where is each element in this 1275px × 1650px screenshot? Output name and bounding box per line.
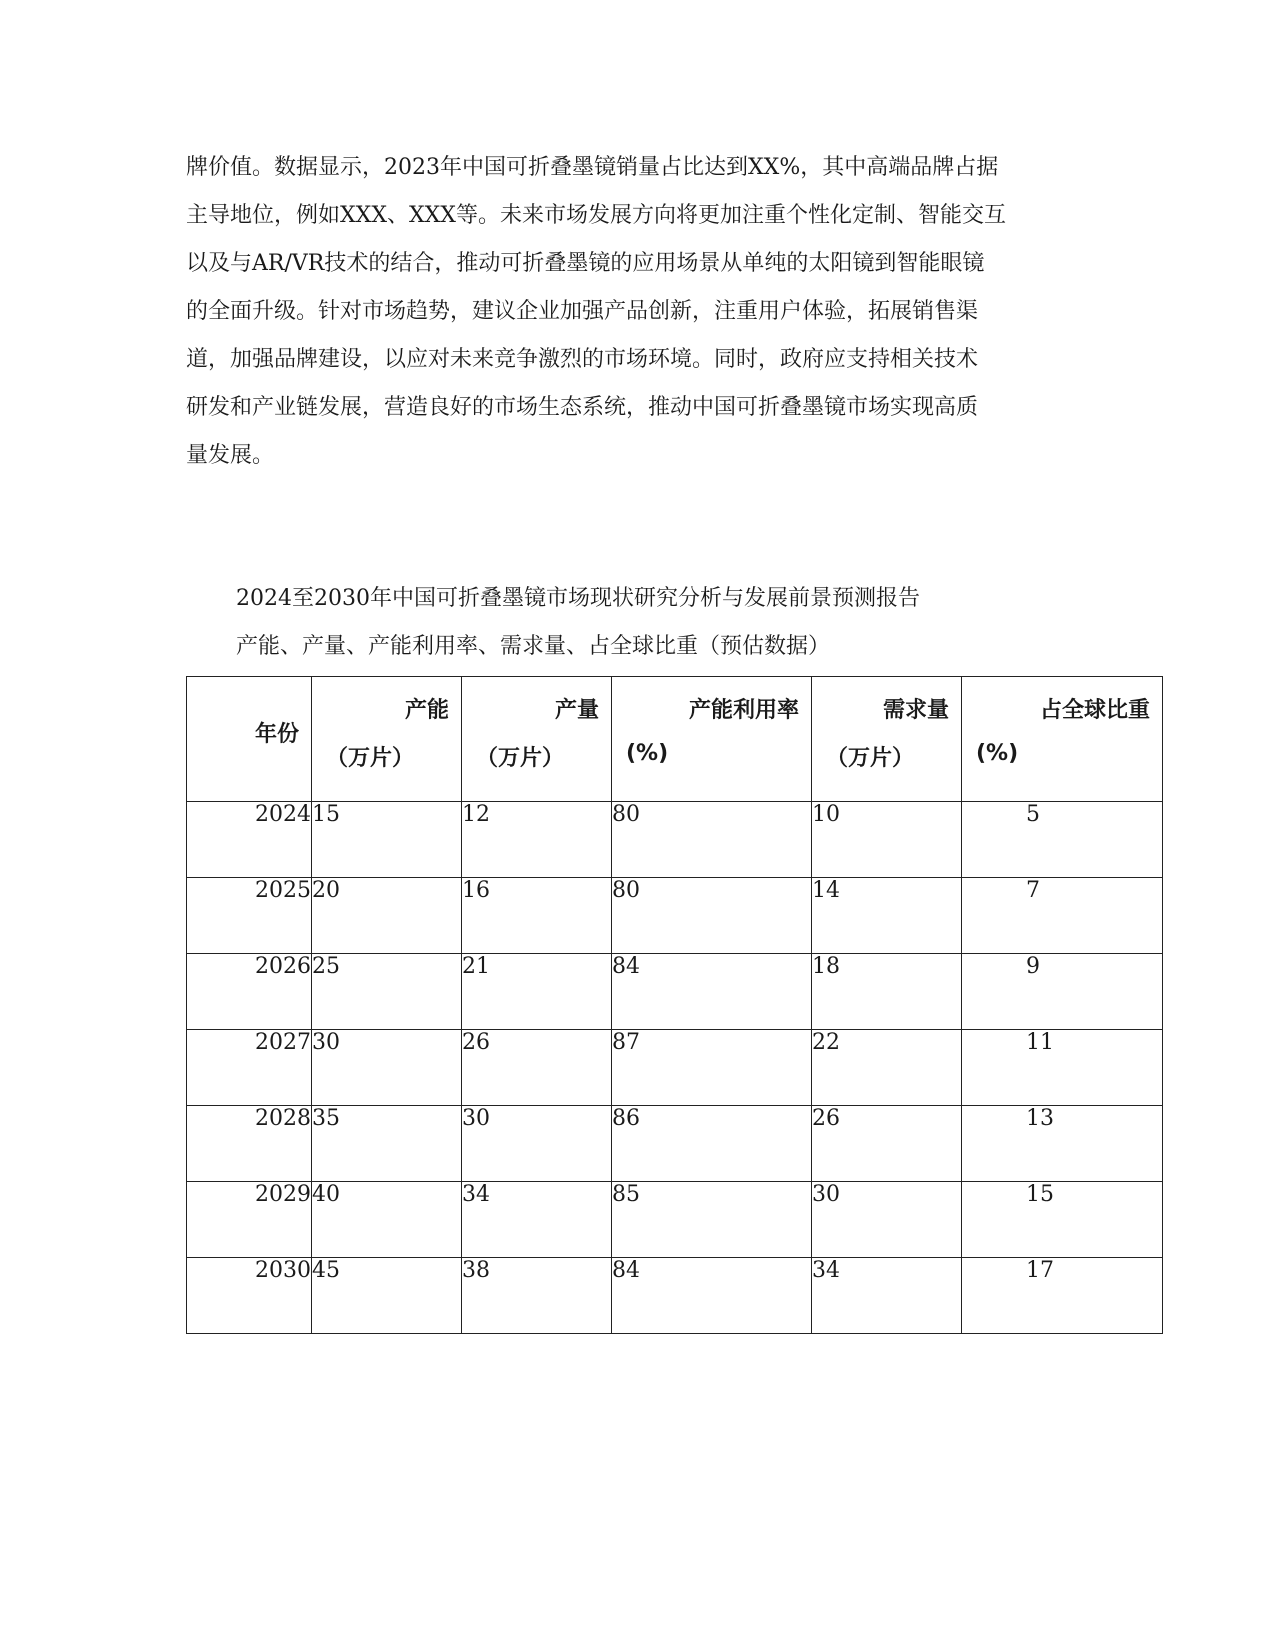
output-cell: 12	[462, 802, 612, 878]
demand-cell: 26	[812, 1106, 962, 1182]
global-share-cell: 17	[962, 1258, 1163, 1334]
header-capacity	[312, 677, 462, 802]
global-share-cell: 15	[962, 1182, 1163, 1258]
paragraph-line: 量发展。	[186, 443, 275, 468]
demand-cell: 30	[812, 1182, 962, 1258]
body-paragraph	[186, 144, 1086, 480]
table-title: 2024至2030年中国可折叠墨镜市场现状研究分析与发展前景预测报告	[236, 586, 920, 611]
table-row	[187, 802, 1163, 878]
global-share-cell: 5	[962, 802, 1163, 878]
header-global-share-unit: (%)	[976, 741, 1019, 766]
capacity-cell: 15	[312, 802, 462, 878]
header-output-label: 产量	[554, 698, 599, 723]
header-capacity-label: 产能	[404, 698, 449, 723]
table-row	[187, 1258, 1163, 1334]
demand-cell: 18	[812, 954, 962, 1030]
year-cell: 2024	[187, 802, 312, 878]
paragraph-line: 牌价值。数据显示，2023年中国可折叠墨镜销量占比达到XX%，其中高端品牌占据	[186, 155, 999, 180]
capacity-cell: 25	[312, 954, 462, 1030]
utilization-cell: 87	[612, 1030, 812, 1106]
header-output	[462, 677, 612, 802]
global-share-cell: 13	[962, 1106, 1163, 1182]
utilization-cell: 80	[612, 802, 812, 878]
table-header-row	[187, 677, 1163, 802]
utilization-cell: 85	[612, 1182, 812, 1258]
paragraph-line: 研发和产业链发展，营造良好的市场生态系统，推动中国可折叠墨镜市场实现高质	[186, 395, 979, 420]
header-utilization	[612, 677, 812, 802]
table-row	[187, 878, 1163, 954]
header-demand-label: 需求量	[882, 698, 949, 723]
capacity-cell: 30	[312, 1030, 462, 1106]
output-cell: 38	[462, 1258, 612, 1334]
header-year-label: 年份	[254, 722, 299, 747]
header-demand-unit: （万片）	[826, 746, 915, 771]
output-cell: 21	[462, 954, 612, 1030]
utilization-cell: 80	[612, 878, 812, 954]
paragraph-line: 以及与AR/VR技术的结合，推动可折叠墨镜的应用场景从单纯的太阳镜到智能眼镜	[186, 251, 985, 276]
output-cell: 16	[462, 878, 612, 954]
table-row	[187, 1030, 1163, 1106]
demand-cell: 14	[812, 878, 962, 954]
header-global-share	[962, 677, 1163, 802]
output-cell: 26	[462, 1030, 612, 1106]
header-year	[187, 677, 312, 802]
year-cell: 2030	[187, 1258, 312, 1334]
utilization-cell: 86	[612, 1106, 812, 1182]
paragraph-line: 道，加强品牌建设，以应对未来竞争激烈的市场环境。同时，政府应支持相关技术	[186, 347, 979, 372]
year-cell: 2026	[187, 954, 312, 1030]
capacity-cell: 40	[312, 1182, 462, 1258]
header-demand	[812, 677, 962, 802]
utilization-cell: 84	[612, 954, 812, 1030]
capacity-cell: 45	[312, 1258, 462, 1334]
demand-cell: 22	[812, 1030, 962, 1106]
capacity-cell: 20	[312, 878, 462, 954]
paragraph-line: 主导地位，例如XXX、XXX等。未来市场发展方向将更加注重个性化定制、智能交互	[186, 203, 1006, 228]
table-row	[187, 1106, 1163, 1182]
demand-cell: 34	[812, 1258, 962, 1334]
global-share-cell: 9	[962, 954, 1163, 1030]
output-cell: 34	[462, 1182, 612, 1258]
table-subtitle: 产能、产量、产能利用率、需求量、占全球比重（预估数据）	[236, 634, 831, 659]
table-row	[187, 954, 1163, 1030]
header-utilization-unit: (%)	[626, 741, 669, 766]
global-share-cell: 7	[962, 878, 1163, 954]
utilization-cell: 84	[612, 1258, 812, 1334]
output-cell: 30	[462, 1106, 612, 1182]
header-global-share-label: 占全球比重	[1039, 698, 1150, 723]
data-table	[186, 676, 1163, 1334]
year-cell: 2025	[187, 878, 312, 954]
capacity-cell: 35	[312, 1106, 462, 1182]
demand-cell: 10	[812, 802, 962, 878]
year-cell: 2029	[187, 1182, 312, 1258]
year-cell: 2027	[187, 1030, 312, 1106]
paragraph-line: 的全面升级。针对市场趋势，建议企业加强产品创新，注重用户体验，拓展销售渠	[186, 299, 979, 324]
header-capacity-unit: （万片）	[326, 746, 415, 771]
year-cell: 2028	[187, 1106, 312, 1182]
table-row	[187, 1182, 1163, 1258]
global-share-cell: 11	[962, 1030, 1163, 1106]
header-utilization-label: 产能利用率	[688, 698, 799, 723]
header-output-unit: （万片）	[476, 746, 565, 771]
